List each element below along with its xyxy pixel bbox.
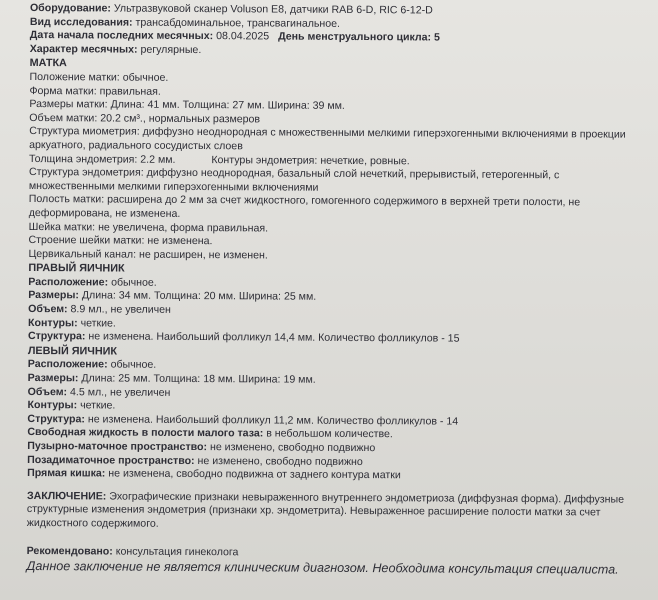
left-ovary-sizes: Размеры: Длина: 25 мм. Толщина: 18 мм. Ширина: 19 мм. xyxy=(27,372,316,386)
left-ovary-contours: Контуры: четкие. xyxy=(27,399,116,412)
myometrium-structure-cont: аркуатного, радиального сосудистых слоев xyxy=(29,138,243,153)
left-ovary-structure: Структура: не изменена. Наибольший фолликул 11,2 мм. Количество фолликулов - 14 xyxy=(27,412,459,428)
right-ovary-title: ПРАВЫЙ ЯИЧНИК xyxy=(28,262,125,275)
exam-type-line: Вид исследования: трансабдоминальное, трансвагинальное. xyxy=(29,15,341,30)
endometrium-line: Толщина эндометрия: 2.2 мм. Контуры эндометрия: нечеткие, ровные. xyxy=(29,152,410,167)
cervical-canal: Цервикальный канал: не расширен, не изменен. xyxy=(28,247,268,262)
disclaimer: Данное заключение не является клиническим диагнозом. Необходима консультация специалиста. xyxy=(26,559,619,577)
free-fluid-line: Свободная жидкость в полости малого таза: в небольшом количестве. xyxy=(27,426,393,441)
conclusion-line: ЗАКЛЮЧЕНИЕ: Эхографические признаки невыраженного внутреннего эндометриоза (диффузная форма). Диффузные xyxy=(26,489,625,506)
vesicouterine-line: Пузырно-маточное пространство: не изменено, свободно подвижно xyxy=(27,439,376,455)
right-ovary-position: Расположение: обычное. xyxy=(28,275,157,289)
uterus-volume: Объем матки: 20.2 см³., нормальных размеров xyxy=(29,111,261,126)
uterus-shape: Форма матки: правильная. xyxy=(29,84,161,98)
left-ovary-volume: Объем: 4.5 мл., не увеличен xyxy=(27,385,171,399)
conclusion-line-3: жидкостного содержимого. xyxy=(26,516,159,530)
endometrium-structure-cont: множественными мелкими гиперэхогенными включениями xyxy=(28,179,319,194)
endometrium-structure: Структура эндометрия: диффузно неоднородная, базальный слой нечеткий, прерывистый, гетерогенный, с xyxy=(28,166,560,182)
cervix-line: Шейка матки: не увеличена, форма правильная. xyxy=(28,220,269,234)
conclusion-line-2: структурные изменения эндометрия (признаки хр. эндометрита). Невыраженное расширение полости матки за счет xyxy=(26,503,601,519)
left-ovary-position: Расположение: обычное. xyxy=(27,358,157,372)
uterus-sizes: Размеры матки: Длина: 41 мм. Толщина: 27 мм. Ширина: 39 мм. xyxy=(29,98,345,113)
uterus-title: МАТКА xyxy=(29,57,67,70)
myometrium-structure: Структура миометрия: диффузно неоднородная с множественными мелкими гиперэхогенными включениями в проекции xyxy=(29,125,626,141)
right-ovary-volume: Объем: 8.9 мл., не увеличен xyxy=(28,303,171,316)
menses-line: Характер месячных: регулярные. xyxy=(29,42,202,56)
uterine-cavity-cont: деформирована, не изменена. xyxy=(28,206,181,220)
cervix-structure: Строение шейки матки: не изменена. xyxy=(28,234,213,248)
right-ovary-structure: Структура: не изменена. Наибольший фолликул 14,4 мм. Количество фолликулов - 15 xyxy=(27,330,460,345)
right-ovary-contours: Контуры: четкие. xyxy=(28,316,116,330)
uterus-position: Положение матки: обычное. xyxy=(29,70,169,84)
rectum-line: Прямая кишка: не изменена, свободно подвижна от заднего контура матки xyxy=(27,467,401,482)
recommendation-line: Рекомендовано: консультация гинеколога xyxy=(26,544,239,558)
right-ovary-sizes: Размеры: Длина: 34 мм. Толщина: 20 мм. Ширина: 25 мм. xyxy=(28,289,317,304)
ultrasound-report xyxy=(27,2,640,578)
retrouterine-line: Позадиматочное пространство: не изменено, свободно подвижно xyxy=(27,453,363,468)
left-ovary-title: ЛЕВЫЙ ЯИЧНИК xyxy=(27,344,118,358)
equipment-line: Оборудование: Ультразвуковой сканер Voluson E8, датчики RAB 6-D, RIC 6-12-D xyxy=(29,2,433,17)
uterine-cavity: Полость матки: расширена до 2 мм за счет жидкостного, гомогенного содержимого в верхней трети полости, не xyxy=(28,193,581,209)
lmp-line: Дата начала последних месячных: 08.04.2025 День менструального цикла: 5 xyxy=(29,29,440,44)
